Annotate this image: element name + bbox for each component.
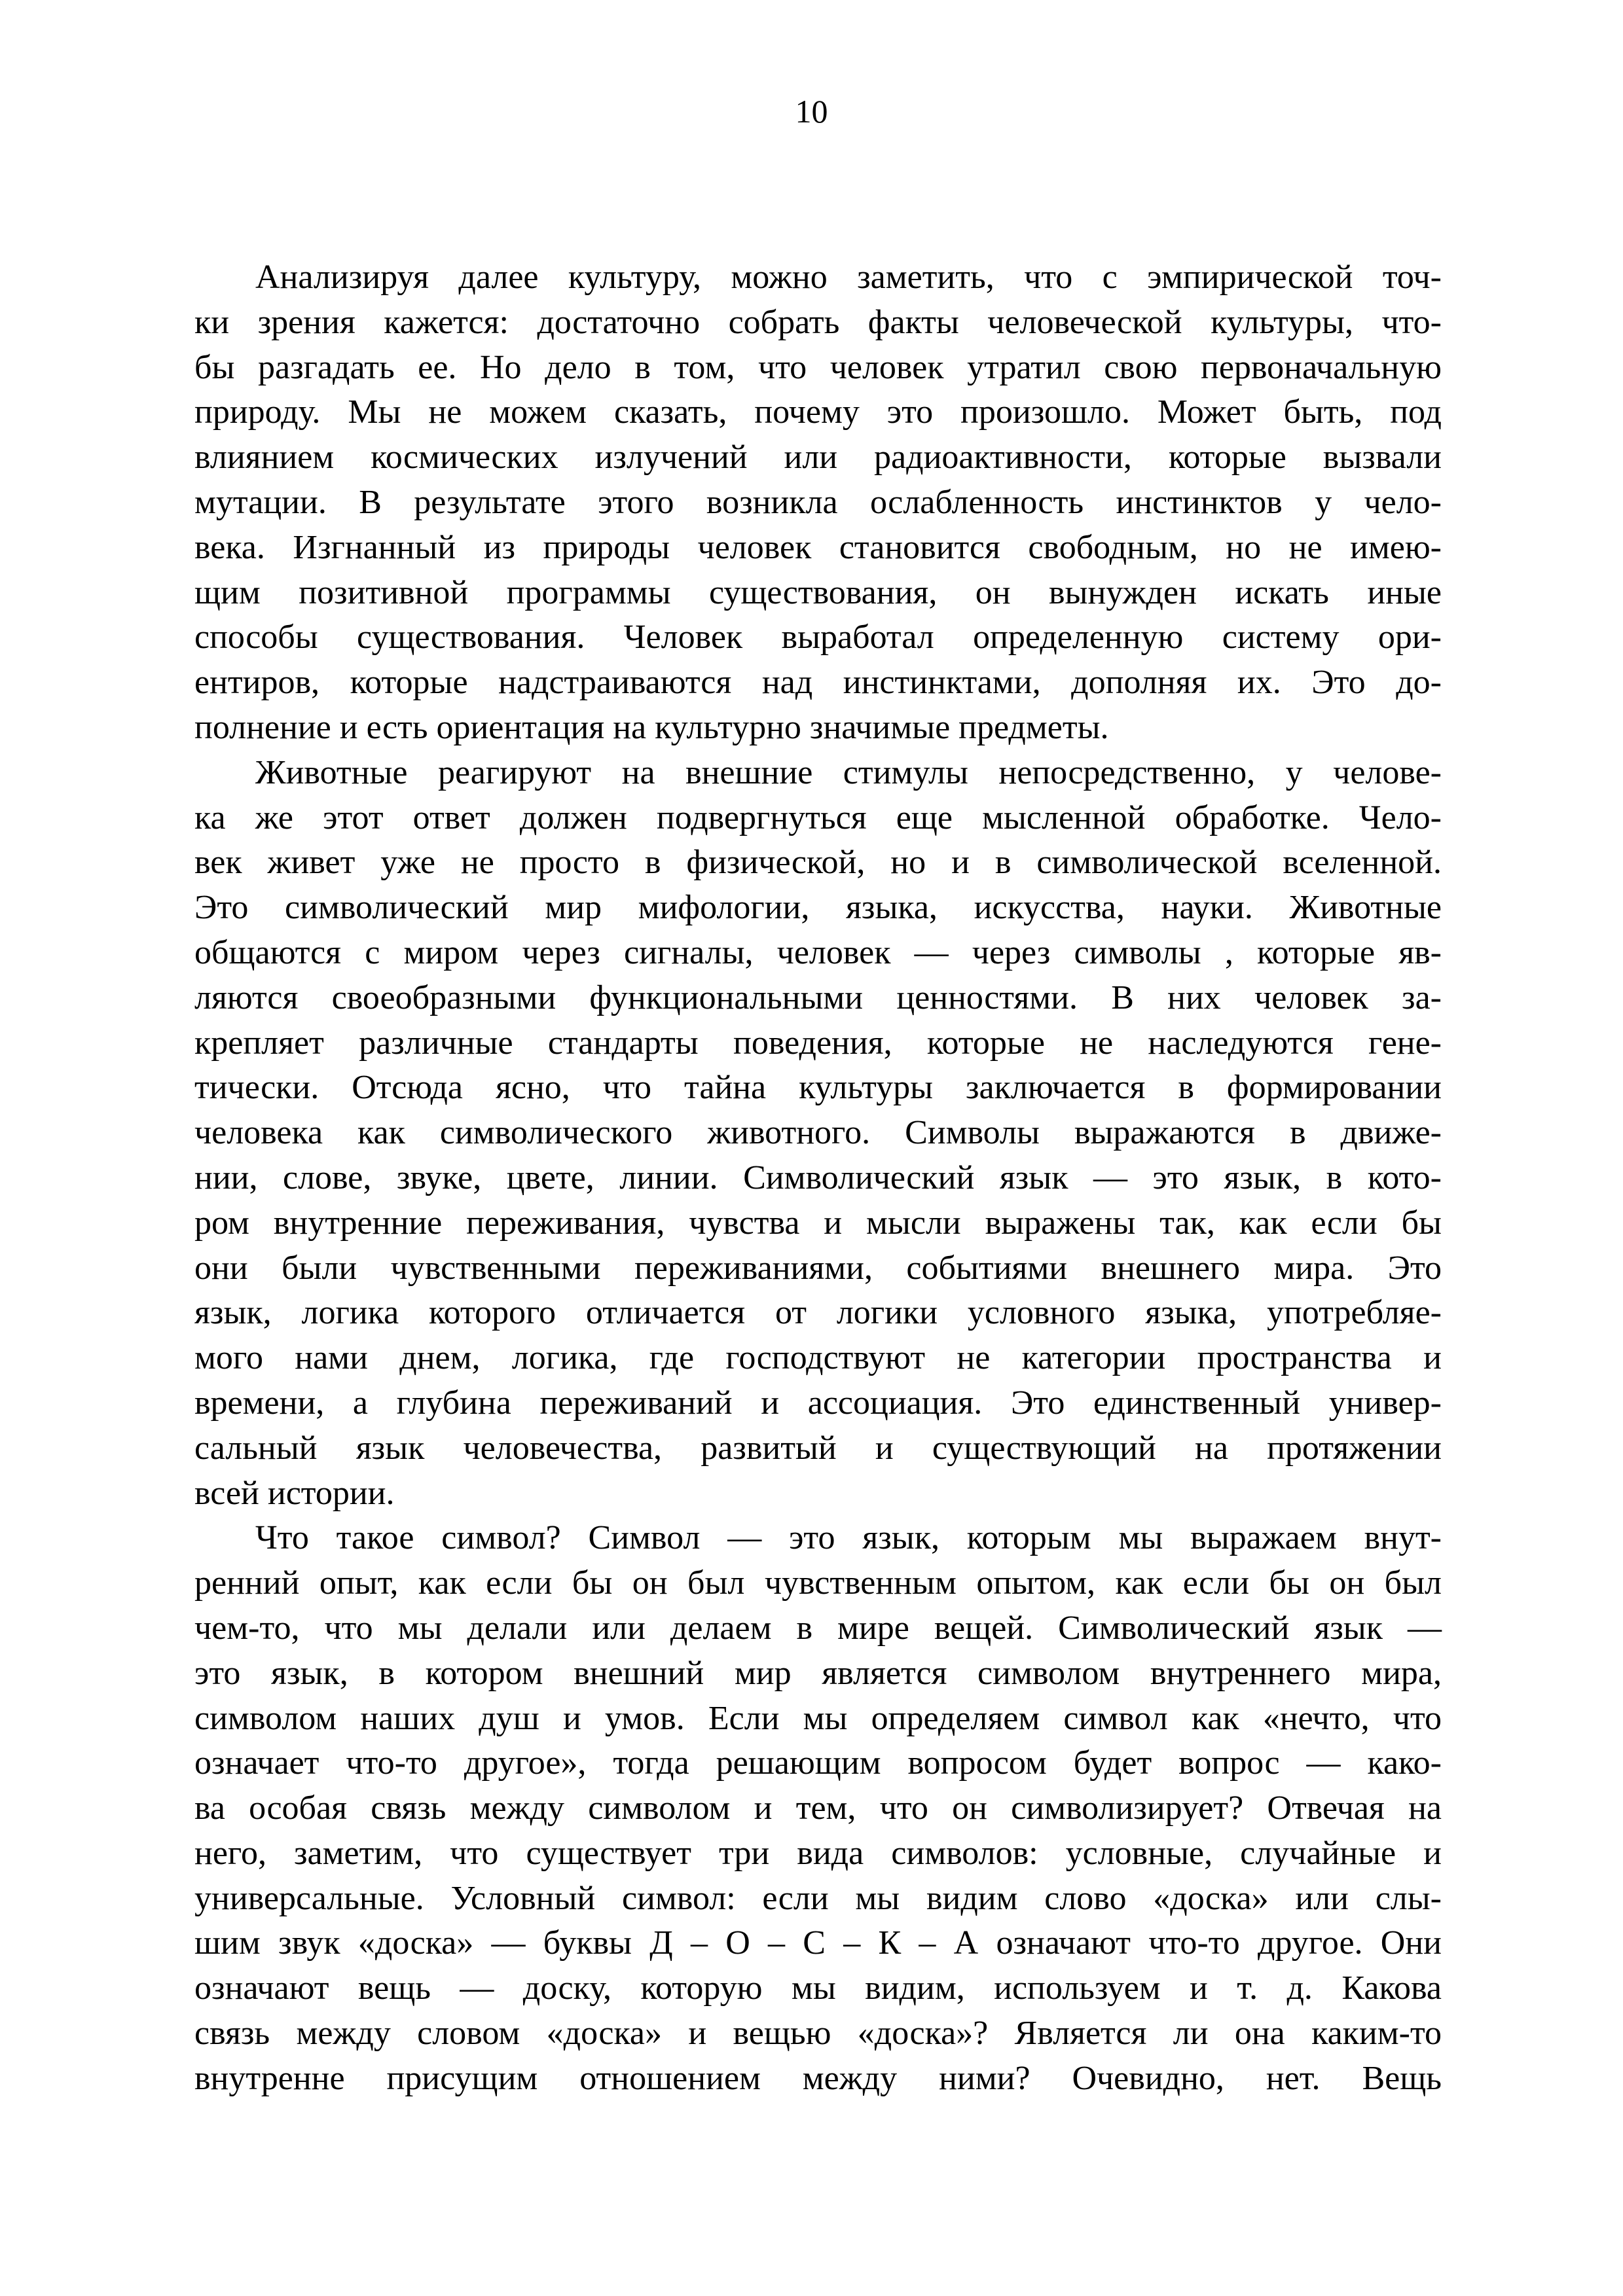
paragraph-2-line: Это символический мир мифологии, языка, искусства, науки. Животные — [194, 889, 1442, 927]
paragraph-3-line: ренний опыт, как если бы он был чувственным опытом, как если бы он был — [194, 1564, 1442, 1602]
paragraph-2-line: ляются своеобразными функциональными ценностями. В них человек за- — [194, 978, 1442, 1016]
paragraph-2-line: ром внутренние переживания, чувства и мысли выражены так, как если бы — [194, 1204, 1442, 1242]
paragraph-2-line: язык, логика которого отличается от логики условного языка, употребляе- — [194, 1294, 1442, 1332]
paragraph-3-line: связь между словом «доска» и вещью «доска»? Является ли она каким-то — [194, 2015, 1442, 2053]
paragraph-2-line: всей истории. — [194, 1474, 395, 1512]
paragraph-3-line: чем-то, что мы делали или делаем в мире вещей. Символический язык — — [194, 1609, 1442, 1647]
paragraph-1-line: века. Изгнанный из природы человек становится свободным, но не имею- — [194, 528, 1442, 566]
paragraph-2-line: тически. Отсюда ясно, что тайна культуры заключается в формировании — [194, 1069, 1442, 1107]
paragraph-1-line: влиянием космических излучений или радиоактивности, которые вызвали — [194, 439, 1442, 476]
paragraph-1-line: бы разгадать ее. Но дело в том, что человек утратил свою первоначальную — [194, 348, 1442, 386]
paragraph-2-line: мого нами днем, логика, где господствуют не категории пространства и — [194, 1339, 1442, 1377]
paragraph-2-line: крепляет различные стандарты поведения, которые не наследуются гене- — [194, 1024, 1442, 1062]
paragraph-3-line: символом наших душ и умов. Если мы определяем символ как «нечто, что — [194, 1699, 1442, 1737]
paragraph-2-line: они были чувственными переживаниями, событиями внешнего мира. Это — [194, 1249, 1442, 1287]
paragraph-2-line: человека как символического животного. Символы выражаются в движе- — [194, 1114, 1442, 1152]
paragraph-1-line: способы существования. Человек выработал определенную систему ори- — [194, 619, 1442, 656]
paragraph-1-line: щим позитивной программы существования, он вынужден искать иные — [194, 573, 1442, 611]
paragraph-2-line: нии, слове, звуке, цвете, линии. Символический язык — это язык, в кото- — [194, 1158, 1442, 1196]
text-body — [194, 255, 1442, 2102]
paragraph-3-line: Что такое символ? Символ — это язык, которым мы выражаем внут- — [255, 1519, 1442, 1557]
paragraph-1-line: Анализируя далее культуру, можно заметить, что с эмпирической точ- — [255, 259, 1442, 296]
paragraph-2-line: сальный язык человечества, развитый и существующий на протяжении — [194, 1429, 1442, 1467]
paragraph-1-line: природу. Мы не можем сказать, почему это произошло. Может быть, под — [194, 393, 1442, 431]
paragraph-2-line: времени, а глубина переживаний и ассоциация. Это единственный универ- — [194, 1384, 1442, 1422]
paragraph-1-line: мутации. В результате этого возникла ослабленность инстинктов у чело- — [194, 483, 1442, 521]
paragraph-2-line: ка же этот ответ должен подвергнуться еще мысленной обработке. Чело- — [194, 798, 1442, 836]
paragraph-3-line: означает что-то другое», тогда решающим вопросом будет вопрос — како- — [194, 1744, 1442, 1782]
paragraph-1-line: ентиров, которые надстраиваются над инстинктами, дополняя их. Это до- — [194, 664, 1442, 702]
paragraph-1-line: ки зрения кажется: достаточно собрать факты человеческой культуры, что- — [194, 303, 1442, 341]
page-number: 10 — [795, 93, 828, 130]
paragraph-2-line: Животные реагируют на внешние стимулы непосредственно, у челове- — [255, 753, 1442, 791]
paragraph-3-line: него, заметим, что существует три вида символов: условные, случайные и — [194, 1834, 1442, 1872]
paragraph-2-line: общаются с миром через сигналы, человек — через символы , которые яв- — [194, 933, 1442, 971]
paragraph-3-line: это язык, в котором внешний мир является символом внутреннего мира, — [194, 1654, 1442, 1692]
paragraph-3-line: шим звук «доска» — буквы Д – О – С – К – А означают что-то другое. Они — [194, 1924, 1442, 1962]
paragraph-3-line: означают вещь — доску, которую мы видим, используем и т. д. Какова — [194, 1969, 1442, 2007]
paragraph-2-line: век живет уже не просто в физической, но и в символической вселенной. — [194, 844, 1442, 882]
paragraph-1-line: полнение и есть ориентация на культурно значимые предметы. — [194, 708, 1109, 746]
paragraph-3-line: универсальные. Условный символ: если мы видим слово «доска» или слы- — [194, 1879, 1442, 1917]
paragraph-3-line: ва особая связь между символом и тем, что он символизирует? Отвечая на — [194, 1789, 1442, 1827]
paragraph-3-line: внутренне присущим отношением между ними? Очевидно, нет. Вещь — [194, 2059, 1442, 2097]
